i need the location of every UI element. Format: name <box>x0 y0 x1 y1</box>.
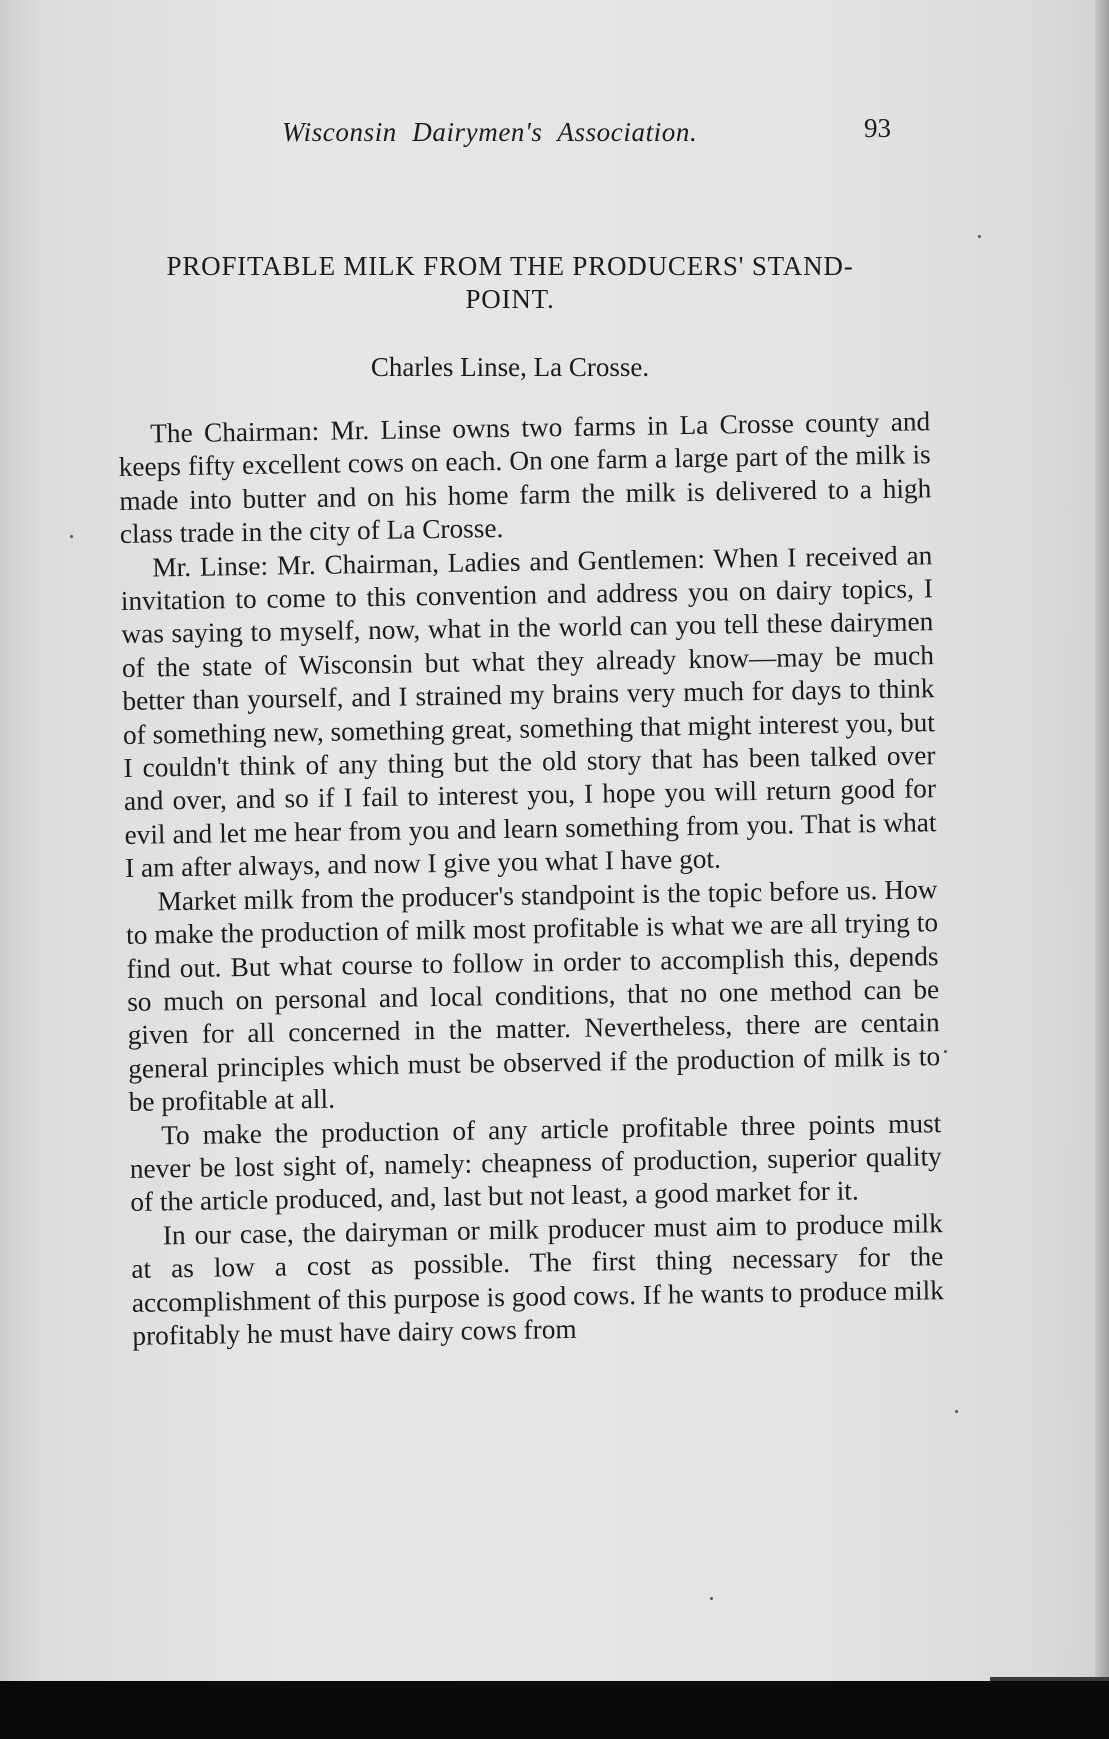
page-edge-shadow <box>1095 0 1109 1700</box>
article-author: Charles Linse, La Crosse. <box>370 352 650 382</box>
paragraph <box>120 539 937 886</box>
scan-speck <box>70 535 73 538</box>
paragraph-text: In our case, the dairyman or milk producer must aim to produce milk at as low a cost as possible. The first thing necessary for the accomplishment of this purpose is good cows. If he wants to produce milk profitably he must have dairy cows from <box>131 1207 945 1351</box>
page-number: 93 <box>864 113 891 143</box>
scan-speck <box>955 1410 958 1413</box>
paragraph-text: Mr. Chairman, Ladies and Gentlemen: When I received an invitation to come to this convention and address you on dairy topics, I was saying to myself, now, what in the world can you tell these dairymen of the state of Wisconsin but what they already know—may be much better than yourself, and I strained my brains very much for days to think of something new, something great, something that might interest you, but I couldn't think of any thing but the old story that has been talked over and over, and so if I fail to interest you, I hope you will return good for evil and let me hear from you and learn something from you. That is what I am after always, and now I give you what I have got. <box>120 539 937 884</box>
article-body <box>118 405 945 1353</box>
article-title-line-2: POINT. <box>465 284 555 314</box>
speaker-label: The Chairman: <box>150 415 320 449</box>
scan-speck <box>944 1050 947 1053</box>
page-header <box>0 113 1109 153</box>
paragraph-text: Market milk from the producer's standpoint is the topic before us. How to make the production of milk most profitable is what we are all trying to find out. But what course to follow in order to accomplish this, depends so much on personal and local conditions, that no one method can be given for all concerned in the matter. Nevertheless, there are centain general principles which must be observed if the production of milk is to be profitable at all. <box>125 873 941 1118</box>
article-title-line-1: PROFITABLE MILK FROM THE PRODUCERS' STAND- <box>166 251 854 281</box>
paragraph <box>129 1107 942 1220</box>
running-head: Wisconsin Dairymen's Association. <box>282 117 698 147</box>
paragraph-text: To make the production of any article profitable three points must never be lost sight of, namely: cheapness of production, superior quality of the article produced, and, last but not least, a good market for it. <box>129 1107 942 1218</box>
speaker-label: Mr. Linse: <box>152 550 269 583</box>
article-title <box>100 250 920 316</box>
scan-bottom-band <box>0 1681 1109 1739</box>
paragraph <box>118 405 932 551</box>
paragraph <box>131 1207 945 1353</box>
paragraph <box>125 873 941 1120</box>
scan-speck <box>978 235 981 238</box>
paragraph-text: Mr. Linse owns two farms in La Crosse county and keeps fifty excellent cows on each. On one farm a large part of the milk is made into butter and on his home farm the milk is delivered to a high class trade in the city of La Crosse. <box>118 406 932 550</box>
scan-speck <box>710 1597 713 1600</box>
